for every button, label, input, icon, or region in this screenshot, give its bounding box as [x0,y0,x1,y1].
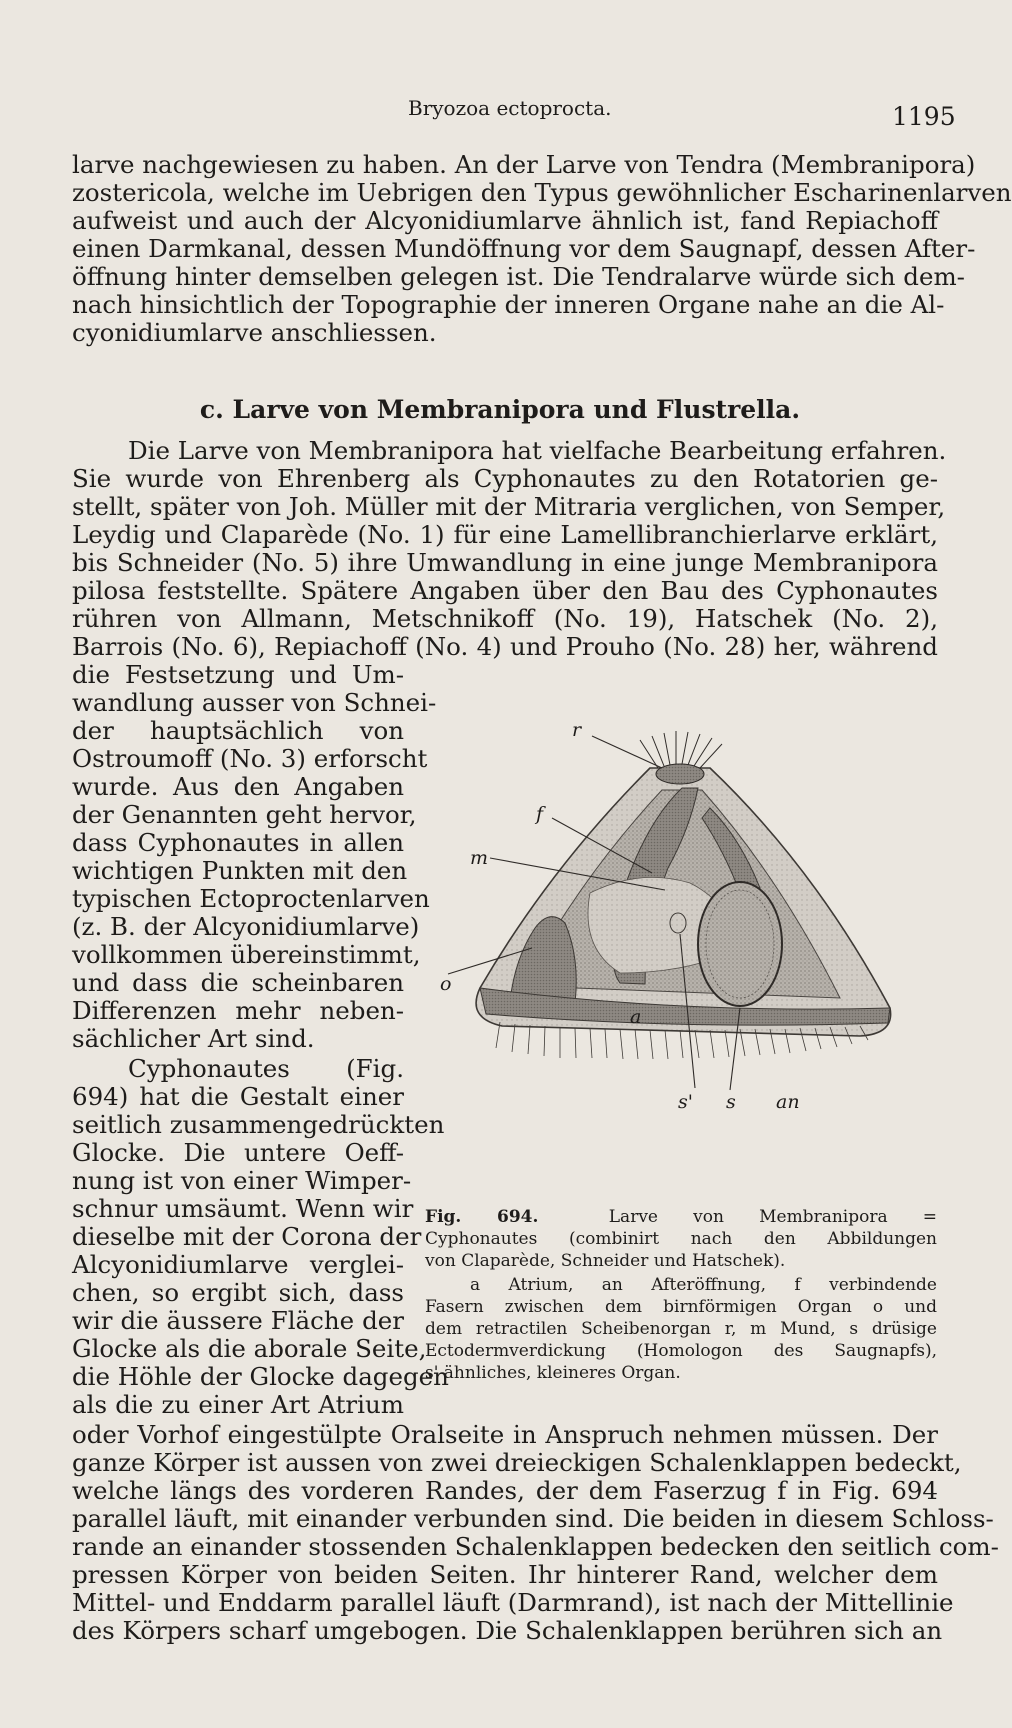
body-line: chen, so ergibt sich, dass [72,1278,404,1307]
body-line: stellt, später von Joh. Müller mit der Mitraria verglichen, von Semper, [72,492,946,521]
label-s: s [726,1091,736,1113]
body-line: die Höhle der Glocke dagegen [72,1362,449,1391]
figure-caption-line: Cyphonautes (combinirt nach den Abbildungen [425,1229,937,1249]
body-line: Sie wurde von Ehrenberg als Cyphonautes zu den Rotatorien ge- [72,464,938,493]
page-header [0,96,1000,130]
figure-caption-line: Fasern zwischen dem birnförmigen Organ o und [425,1297,937,1317]
body-line: der hauptsächlich von [72,716,404,745]
retractile-disc-organ [656,764,704,784]
body-line: dieselbe mit der Corona der [72,1222,422,1251]
section-heading: c. Larve von Membranipora und Flustrella. [199,395,801,424]
label-o: o [440,973,452,995]
body-line: Barrois (No. 6), Repiachoff (No. 4) und Prouho (No. 28) her, während [72,632,938,661]
figure-caption-line [425,1206,937,1228]
body-line: wir die äussere Fläche der [72,1306,404,1335]
body-line: pressen Körper von beiden Seiten. Ihr hinterer Rand, welcher dem [72,1560,938,1589]
body-line: rühren von Allmann, Metschnikoff (No. 19), Hatschek (No. 2), [72,604,938,633]
body-line: nung ist von einer Wimper- [72,1166,412,1195]
body-line: einen Darmkanal, dessen Mundöffnung vor dem Saugnapf, dessen After- [72,234,976,263]
caption-text: Larve von Membranipora = [608,1207,938,1227]
body-line: Alcyonidiumlarve verglei- [72,1250,404,1279]
label-an: an [776,1091,800,1113]
body-line: (z. B. der Alcyonidiumlarve) [72,912,420,941]
body-line: als die zu einer Art Atrium [72,1390,404,1419]
body-line: pilosa feststellte. Spätere Angaben über den Bau des Cyphonautes [72,576,938,605]
body-line: aufweist und auch der Alcyonidiumlarve ähnlich ist, fand Repiachoff [72,206,938,235]
body-line: seitlich zusammengedrückten [72,1110,445,1139]
figure-caption-line: dem retractilen Scheibenorgan r, m Mund, s drüsige [425,1319,937,1339]
body-line: ganze Körper ist aussen von zwei dreieckigen Schalenklappen bedeckt, [72,1448,962,1477]
body-line: welche längs des vorderen Randes, der dem Faserzug f in Fig. 694 [72,1476,938,1505]
body-line: die Festsetzung und Um- [72,660,404,689]
body-line: cyonidiumlarve anschliessen. [72,318,437,347]
figure-caption-line: a Atrium, an Afteröffnung, f verbindende [470,1275,937,1295]
apical-tuft [640,731,722,768]
figure-694 [440,718,940,1196]
body-line: Glocke als die aborale Seite, [72,1334,427,1363]
cyphonautes-larva-illustration [440,718,940,1196]
body-line: zostericola, welche im Uebrigen den Typus gewöhnlicher Escharinenlarven [72,178,1012,207]
body-line: Differenzen mehr neben- [72,996,404,1025]
body-line: bis Schneider (No. 5) ihre Umwandlung in eine junge Membranipora [72,548,938,577]
body-line: des Körpers scharf umgebogen. Die Schalenklappen berühren sich an [72,1616,943,1645]
body-line: oder Vorhof eingestülpte Oralseite in Anspruch nehmen müssen. Der [72,1420,938,1449]
body-line: schnur umsäumt. Wenn wir [72,1194,414,1223]
body-line: Ostroumoff (No. 3) erforscht [72,744,428,773]
figure-caption-line: Ectodermverdickung (Homologon des Saugnapfs), [425,1341,937,1361]
body-line: und dass die scheinbaren [72,968,404,997]
label-r: r [572,719,582,741]
label-a: a [630,1006,642,1028]
body-line: typischen Ectoproctenlarven [72,884,430,913]
body-line: larve nachgewiesen zu haben. An der Larve von Tendra (Membranipora) [72,150,976,179]
label-f: f [536,803,544,825]
body-line: Leydig und Claparède (No. 1) für eine Lamellibranchierlarve erklärt, [72,520,938,549]
small-organ [670,913,686,933]
body-line: sächlicher Art sind. [72,1024,315,1053]
figure-caption-line: s' ähnliches, kleineres Organ. [425,1363,681,1383]
body-line: parallel läuft, mit einander verbunden sind. Die beiden in diesem Schloss- [72,1504,994,1533]
sucker-organ [698,882,782,1006]
body-line: Die Larve von Membranipora hat vielfache Bearbeitung erfahren. [128,436,947,465]
body-line: wurde. Aus den Angaben [72,772,404,801]
body-line: nach hinsichtlich der Topographie der inneren Organe nahe an die Al- [72,290,945,319]
body-line: der Genannten geht hervor, [72,800,417,829]
body-line: wandlung ausser von Schnei- [72,688,437,717]
body-line: rande an einander stossenden Schalenklappen bedecken den seitlich com- [72,1532,999,1561]
body-line: Cyphonautes (Fig. [128,1054,404,1083]
body-line: Glocke. Die untere Oeff- [72,1138,404,1167]
label-s-prime: s' [678,1091,693,1113]
figure-number: Fig. 694. [425,1207,539,1227]
page-number: 1195 [892,102,956,131]
body-line: öffnung hinter demselben gelegen ist. Die Tendralarve würde sich dem- [72,262,965,291]
figure-caption-line: von Claparède, Schneider und Hatschek). [425,1251,786,1271]
body-line: 694) hat die Gestalt einer [72,1082,404,1111]
body-line: Mittel- und Enddarm parallel läuft (Darmrand), ist nach der Mittellinie [72,1588,954,1617]
running-title: Bryozoa ectoprocta. [408,96,612,120]
label-m: m [470,847,489,869]
body-line: wichtigen Punkten mit den [72,856,408,885]
body-line: vollkommen übereinstimmt, [72,940,421,969]
body-line: dass Cyphonautes in allen [72,828,404,857]
